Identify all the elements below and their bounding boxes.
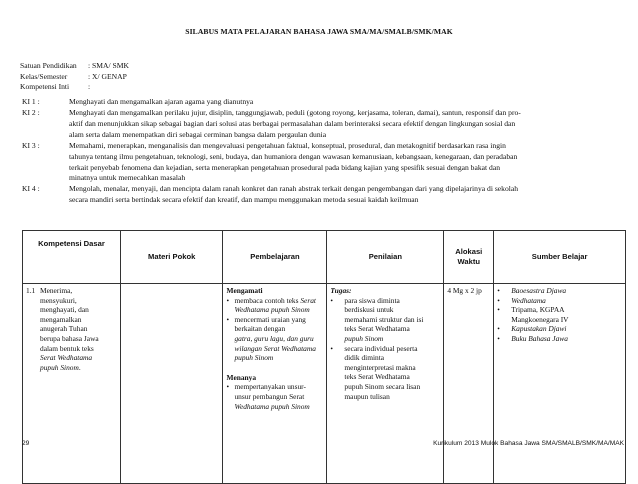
bullet-icon: • (497, 286, 500, 295)
list-item: • Tripama, KGPAA Mangkoenegara IV (497, 305, 569, 324)
header-kompetensi-dasar: Kompetensi Dasar (23, 231, 121, 284)
header-pembelajaran: Pembelajaran (223, 231, 327, 284)
list-item: • Buku Bahasa Jawa (497, 333, 568, 343)
document-title: SILABUS MATA PELAJARAN BAHASA JAWA SMA/MA/SMALB/SMK/MAK (185, 27, 453, 36)
bullet-icon: • (330, 343, 334, 353)
list-item: • Baoesastra Djawa (497, 286, 567, 295)
cell-sumber-belajar (494, 284, 626, 484)
list-item: • para siswa diminta berdiskusi untuk memahami struktur dan isi teks Serat Wedhatama pupuh Sinom (330, 295, 424, 343)
ki-3: KI 3 : Memahami, menerapkan, menganalisis dan mengevaluasi pengetahuan faktual, konseptual, prosedural, dan metakognitif berdasarkan rasa ingin tahunya tentang ilmu pengetahuan, teknologi, seni, budaya, dan humaniora dengan wawasan kemanusiaan, kebangsaan, kenegaraan, dan peradaban terkait penyebab fenomena dan kejadian, serta menerapkan pengetahuan prosedural pada bidang kajian yang spesifik sesuai dengan bakat dan minatnya untuk memecahkan masalah (22, 141, 518, 183)
bullet-icon: • (497, 305, 500, 315)
table-header-row (23, 231, 626, 284)
page-number: 29 (22, 440, 30, 447)
header-penilaian: Penilaian (327, 231, 444, 284)
bullet-icon: • (497, 324, 500, 334)
header-alokasi-waktu: Alokasi Waktu (444, 231, 494, 284)
bullet-icon: • (497, 333, 500, 343)
list-item: • Wedhatama (497, 295, 546, 305)
menanya-heading: Menanya (226, 372, 257, 382)
header-materi-pokok: Materi Pokok (120, 231, 223, 284)
list-item: • mencermati uraian yang berkaitan dengan gatra, guru lagu, dan guru wilangan Serat Wedhatama pupuh Sinom (226, 314, 316, 363)
bullet-icon: • (226, 314, 230, 324)
cell-materi-pokok (120, 284, 223, 484)
bullet-icon: • (330, 295, 334, 305)
cell-kompetensi-dasar: 1.1 Menerima, mensyukuri, menghayati, dan mengamalkan anugerah Tuhan berupa bahasa Jawa dalam bentuk teks Serat Wedhatama pupuh Sinom. (23, 284, 121, 484)
bullet-icon: • (226, 382, 230, 392)
list-item: • Kapustakan Djawi (497, 324, 567, 334)
cell-penilaian (327, 284, 444, 484)
list-item: • membaca contoh teks Serat Wedhatama pupuh Sinom (226, 295, 316, 315)
list-item: • mempertanyakan unsur- unsur pembangun Serat Wedhatama pupuh Sinom (226, 382, 310, 411)
ki-4: KI 4 : Mengolah, menalar, menyaji, dan mencipta dalam ranah konkret dan ranah abstrak terkait dengan pengembangan dari yang dipelajarinya di sekolah secara mandiri serta bertindak secara efektif dan kreatif, dan mampu menggunakan metoda sesuai kaidah keilmuan (22, 184, 519, 204)
tugas-heading: Tugas: (330, 286, 352, 295)
bullet-icon: • (497, 295, 500, 305)
meta-row-satuan: Satuan Pendidikan : SMA/ SMK (20, 61, 129, 70)
cell-alokasi-waktu: 4 Mg x 2 jp (444, 284, 494, 484)
meta-row-ki: Kompetensi Inti : (20, 82, 91, 91)
table-row (23, 284, 626, 484)
mengamati-heading: Mengamati (226, 286, 263, 295)
list-item: • secara individual peserta didik diminta menginterpretasi makna teks Serat Wedhatama pupuh Sinom secara lisan maupun tulisan (330, 343, 421, 401)
ki-2: KI 2 : Menghayati dan mengamalkan perilaku jujur, disiplin, tanggungjawab, peduli (gotong royong, kerjasama, toleran, damai), santun, responsif dan pro- aktif dan menunjukkan sikap sebagai bagian dari solusi atas berbagai permasalahan dalam berinteraksi secara efektif dengan lingkungan sosial dan alam serta dalam menempatkan diri sebagai cerminan bangsa dalam pergaulan dunia (22, 108, 521, 139)
ki-1: KI 1 : Menghayati dan mengamalkan ajaran agama yang dianutnya (22, 97, 254, 106)
header-sumber-belajar: Sumber Belajar (494, 231, 626, 284)
cell-pembelajaran (223, 284, 327, 484)
bullet-icon: • (226, 295, 230, 305)
footer-text: Kurikulum 2013 Mulok Bahasa Jawa SMA/SMALB/SMK/MA/MAK (433, 440, 624, 447)
meta-row-kelas: Kelas/Semester : X/ GENAP (20, 71, 127, 81)
meta-block (20, 61, 129, 93)
